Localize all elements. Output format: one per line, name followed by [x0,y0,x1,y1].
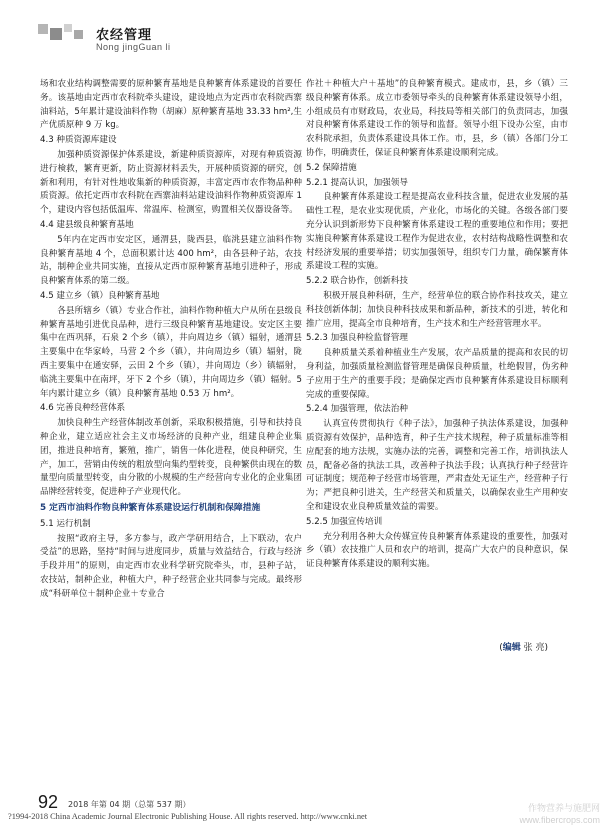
right-column [306,78,568,656]
section-heading-4-4: 4.4 建县级良种繁育基地 [40,219,134,230]
section-heading-5-2-4: 5.2.4 加强管理，依法治种 [306,404,408,415]
editor-name: 张 亮 [523,642,545,653]
watermark [488,802,600,826]
paragraph: 各县所辖乡（镇）专业合作社，油料作物种植大户从所在县级良种繁育基地引进优良品种，进行三级良种繁育基地建设。安定区主要集中在西巩驿，石泉 2 个乡（镇），井向周边乡（镇）辐射，通渭县主要集中在华家岭，马营 2 个乡（镇），井向周边乡（镇）辐射，陇西主要集中在通安驿，云田 2 个乡（镇），井向周边（乡）镇辐射，临洮主要集中在南坪，牙下 2 个乡（镇），井向周边乡（镇）辐射。5年内累计建立乡（镇）良种繁育基地 0.53 万 hm²。 [40,305,302,399]
paragraph: 5年内在定西市安定区，通渭县，陇西县，临洮县建立油料作物良种繁育基地 4 个，总面积累计达 400 hm²，由各县种子站，农技站，制种企业共同实施，直接从定西市原种繁育基地引进种子，形成良种繁育体系的第二级。 [40,234,302,287]
paragraph: 认真宣传贯彻执行《种子法》，加强种子执法体系建设，加强种质资源有效保护，品种选育，种子生产技术规程，种子质量标准等相应配套的地方法规，实施办法的完善，调整和完善工作，培训执法人员，配备必备的执法工具，改善种子执法手段；认真执行种子经营许可证制度；规范种子经营市场管理，严肃查处无证生产，经营种子行为；严把良种引进关，生产经营关和质量关，以确保农业生产用种安全和建设农业良种质量效益的需要。 [306,419,568,512]
paragraph: 作社＋种植大户＋基地”的良种繁育模式。建成市，县，乡（镇）三级良种繁育体系。成立市委领导牵头的良种繁育体系建设领导小组，小组成员有市财政局，农业局，科技局等相关部门的负责同志，加强对良种繁育体系建设工作的领导和监督。领导小组下设办公室，由市农科院承担，负责体系建设具体工作。市，县，乡（镇）各部门分工协作，明确责任，保证良种繁育体系建设顺利完成。 [306,79,568,158]
paragraph: 积极开展良种科研，生产，经营单位的联合协作科技攻关，建立科技创新体制；加快良种科技成果和新品种，新技术的引进，转化和推广应用，提高全市良种培育，生产技术和生产经营管理水平。 [306,290,568,329]
section-heading-5: 5 定西市油料作物良种繁育体系建设运行机制和保障措施 [40,502,261,513]
paragraph: 良种质量关系着种植业生产发展，农产品质量的提高和农民的切身利益，加强质量检测监督管理是确保良种质量，杜绝假冒，伪劣种子应用于生产的重要手段；是确保定西市良种繁育体系建设目标顺利完成的重要保障。 [306,348,568,400]
paragraph: 良种繁育体系建设工程是提高农业科技含量，促进农业发展的基础性工程，是农业实现优质，产业化，市场化的关键。各级各部门要充分认识到新形势下良种繁育体系建设工程的重要地位和作用；要把实施良种繁育体系建设工程作为促进农业，农村结构战略性调整和农村经济发展的重要举措；切实加强领导，组织专门力量，确保繁育体系建设工程的实施。 [306,192,568,272]
page-number: 92 [38,792,59,812]
watermark-text: 作物营养与施肥网 [527,803,600,813]
editor-credit: (编辑 张 亮) [499,642,548,653]
section-heading-5-2-1: 5.2.1 提高认识，加强领导 [306,177,408,188]
section-heading-5-2-3: 5.2.3 加强良种检监督管理 [306,333,408,344]
section-heading-4-3: 4.3 种质资源库建设 [40,135,117,146]
section-heading-5-1: 5.1 运行机制 [40,518,91,529]
paragraph: 加强种质资源保护体系建设，新建种质资源库，对现有种质资源进行検救，繁育更新，防止资源材料丢失，开展种质资源的研究，创新和利用，有针对性地收集新的种质资源，丰富定西市农作物品种种质资源。依托定西市农科院在西寨油料站建设油料作物种质资源库 1 个，建设内容包括低温库、常温库、检测室，购置相关仪器设备等。 [40,149,302,216]
section-heading-4-5: 4.5 建立乡（镇）良种繁育基地 [40,290,160,301]
issue-info: 2018 年第 04 期（总第 537 期） [68,800,191,809]
watermark-url: www.fibercrops.com [519,815,600,825]
copyright-line: ?1994-2018 China Academic Journal Electronic Publishing House. All rights reserved. http://www.cnki.net [8,812,368,821]
header-decoration-icon [38,22,84,42]
section-heading-4-6: 4.6 完善良种经营体系 [40,403,126,414]
paragraph: 场和农业结构调整需要的原种繁育基地是良种繁育体系建设的首要任务。该基地由定西市农科院牵头建设，建设地点为定西市农科院西寨油料站，5年累计建设油料作物（胡麻）原种繁育基地 33.33 hm²,生产优质原种 9 万 kg。 [40,79,302,131]
section-heading-5-2-5: 5.2.5 加强宣传培训 [306,516,383,527]
left-column [40,78,302,601]
journal-section-pinyin: Nong jingGuan li [96,42,171,52]
section-heading-5-2-2: 5.2.2 联合协作，创新科技 [306,276,408,287]
journal-section-title: 农经管理 [96,28,153,43]
paragraph: 充分利用各种大众传媒宣传良种繁育体系建设的重要性，加强对乡（镇）农技推广人员和农户的培训，提高广大农户的良种意识，保证良种繁育体系建设的顺利实施。 [306,531,568,570]
paragraph: 按照“政府主导，多方参与，政产学研用结合，上下联动，农户受益”的思路，坚持“时间与进度同步，质量与效益结合，行政与经济手段并用”的原则，由定西市农业科学研究院牵头，市，县种子站，农技站，制种企业，种植大户，种子经营企业共同参与完成。最终形成“科研单位＋制种企业＋专业合 [40,533,302,599]
paragraph: 加快良种生产经营体制改革创新，采取积极措施，引导和扶持良种企业，建立适应社会主义市场经济的良种产业，组建良种企业集团，推进良种培育，繁殖，推广，销售一体化进程，使良种研究，生产，加工，营销由传统的粗放型向集约型转变，良种繁供由现在的数量型向质量型转变，由分散的小规模的生产经营向专业化的企业集团品牌经营转变，促进种子产业现代化。 [40,418,302,498]
section-heading-5-2: 5.2 保障措施 [306,162,357,173]
editor-label: 编辑 [502,642,521,653]
